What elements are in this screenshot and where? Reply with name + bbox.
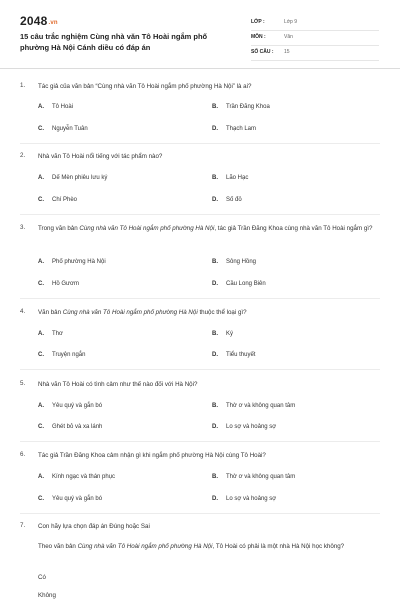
option-text: Thạch Lam bbox=[226, 126, 257, 132]
quiz-title: 15 câu trắc nghiệm Cùng nhà văn Tô Hoài ngắm phố phường Hà Nội Cánh diều có đáp án bbox=[20, 32, 208, 52]
meta-value: Lớp 9 bbox=[284, 19, 298, 25]
meta-row-subject bbox=[251, 31, 379, 46]
option-d[interactable] bbox=[212, 197, 242, 203]
question-text-italic: Cùng nhà văn Tô Hoài ngắm phố phường Hà Nội bbox=[79, 225, 215, 232]
logo-suffix: .vn bbox=[48, 20, 58, 26]
option-text: Kính ngạc và thán phục bbox=[52, 474, 116, 480]
question-text-part: Văn bản bbox=[38, 309, 63, 316]
option-text: Ghét bỏ và xa lánh bbox=[52, 424, 103, 430]
sub-question-italic: Cùng nhà văn Tô Hoài ngắm phố phường Hà Nội bbox=[77, 543, 213, 550]
question-text bbox=[38, 224, 374, 235]
option-text: Cầu Long Biên bbox=[226, 281, 266, 287]
meta-value: 15 bbox=[284, 49, 290, 55]
answer-false[interactable]: Không bbox=[38, 592, 56, 599]
option-c[interactable] bbox=[38, 126, 88, 132]
option-letter: B. bbox=[212, 259, 218, 265]
option-text: Sông Hồng bbox=[226, 259, 257, 265]
question-divider bbox=[20, 214, 380, 215]
option-text: Chí Phèo bbox=[52, 197, 78, 203]
option-d[interactable] bbox=[212, 424, 276, 430]
site-logo[interactable] bbox=[20, 14, 58, 28]
sub-question-part: Theo văn bản bbox=[38, 543, 78, 550]
option-letter: C. bbox=[38, 197, 44, 203]
question-text-part: Con hãy lựa chọn đáp án Đúng hoặc Sai bbox=[38, 523, 150, 530]
option-text: Tiểu thuyết bbox=[226, 352, 256, 358]
option-letter: C. bbox=[38, 126, 44, 132]
sub-question-text bbox=[38, 542, 368, 553]
option-c[interactable] bbox=[38, 281, 79, 287]
option-a[interactable] bbox=[38, 175, 107, 181]
option-text: Nguyễn Tuân bbox=[52, 126, 88, 132]
option-c[interactable] bbox=[38, 496, 102, 502]
option-text: Phố phường Hà Nội bbox=[52, 259, 106, 265]
option-b[interactable] bbox=[212, 259, 256, 265]
option-b[interactable] bbox=[212, 331, 233, 337]
option-b[interactable] bbox=[212, 175, 248, 181]
page-header bbox=[0, 0, 400, 66]
option-text: Yêu quý và gắn bó bbox=[52, 496, 103, 502]
question-text-part: , tác giả Trần Đăng Khoa cùng nhà văn Tô Hoài ngắm gì? bbox=[214, 225, 373, 232]
question-divider bbox=[20, 298, 380, 299]
question-divider bbox=[20, 369, 380, 370]
question-text bbox=[38, 308, 374, 319]
option-c[interactable] bbox=[38, 197, 77, 203]
option-letter: D. bbox=[212, 424, 218, 430]
option-letter: A. bbox=[38, 474, 44, 480]
question-text bbox=[38, 451, 374, 462]
option-d[interactable] bbox=[212, 126, 256, 132]
question-text bbox=[38, 152, 374, 163]
option-letter: D. bbox=[212, 197, 218, 203]
sub-question-part: , Tô Hoài có phải là một nhà Hà Nội học không? bbox=[212, 543, 345, 550]
option-b[interactable] bbox=[212, 474, 295, 480]
question-number: 2. bbox=[20, 152, 26, 159]
question-text-part: Tác giả của văn bản “Cùng nhà văn Tô Hoài ngắm phố phường Hà Nội” là ai? bbox=[38, 83, 252, 90]
question-text bbox=[38, 82, 374, 93]
option-text: Yêu quý và gắn bó bbox=[52, 403, 103, 409]
meta-row-class bbox=[251, 16, 379, 31]
option-text: Lo sợ và hoảng sợ bbox=[226, 424, 277, 430]
option-text: Trần Đăng Khoa bbox=[226, 104, 270, 110]
option-d[interactable] bbox=[212, 281, 266, 287]
option-b[interactable] bbox=[212, 104, 270, 110]
question-text-part: Tác giả Trần Đăng Khoa cảm nhận gì khi ngắm phố phường Hà Nội cùng Tô Hoài? bbox=[38, 452, 266, 459]
option-text: Thờ ơ và không quan tâm bbox=[226, 474, 296, 480]
question-text-part: Trong văn bản bbox=[38, 225, 80, 232]
option-letter: A. bbox=[38, 403, 44, 409]
option-a[interactable] bbox=[38, 104, 73, 110]
meta-label: SỐ CÂU : bbox=[251, 49, 274, 55]
option-a[interactable] bbox=[38, 331, 63, 337]
option-text: Hồ Gươm bbox=[52, 281, 79, 287]
option-letter: A. bbox=[38, 175, 44, 181]
option-text: Thơ bbox=[52, 331, 63, 337]
question-text-part: Nhà văn Tô Hoài có tình cảm như thế nào đối với Hà Nội? bbox=[38, 381, 198, 388]
option-letter: B. bbox=[212, 104, 218, 110]
question-text bbox=[38, 380, 374, 391]
option-text: Tô Hoài bbox=[52, 104, 74, 110]
option-text: Số đỏ bbox=[226, 197, 242, 203]
option-letter: B. bbox=[212, 331, 218, 337]
question-text-part: Nhà văn Tô Hoài nổi tiếng với tác phẩm nào? bbox=[38, 153, 163, 160]
question-number: 3. bbox=[20, 224, 26, 231]
option-letter: A. bbox=[38, 104, 44, 110]
option-letter: B. bbox=[212, 474, 218, 480]
question-divider bbox=[20, 513, 380, 514]
option-text: Ký bbox=[226, 331, 234, 337]
question-number: 4. bbox=[20, 308, 26, 315]
option-letter: A. bbox=[38, 331, 44, 337]
question-text bbox=[38, 522, 374, 533]
question-number: 5. bbox=[20, 380, 26, 387]
option-letter: C. bbox=[38, 281, 44, 287]
option-letter: C. bbox=[38, 352, 44, 358]
option-text: Lão Hạc bbox=[226, 175, 249, 181]
option-a[interactable] bbox=[38, 259, 106, 265]
option-letter: D. bbox=[212, 126, 218, 132]
option-a[interactable] bbox=[38, 474, 115, 480]
question-divider bbox=[20, 441, 380, 442]
option-b[interactable] bbox=[212, 403, 295, 409]
option-text: Truyện ngắn bbox=[52, 352, 86, 358]
option-text: Thờ ơ và không quan tâm bbox=[226, 403, 296, 409]
answer-true[interactable]: Có bbox=[38, 574, 46, 581]
option-letter: C. bbox=[38, 496, 44, 502]
option-d[interactable] bbox=[212, 352, 255, 358]
option-letter: D. bbox=[212, 352, 218, 358]
option-letter: B. bbox=[212, 175, 218, 181]
quiz-meta bbox=[251, 16, 379, 61]
meta-label: LỚP : bbox=[251, 19, 265, 25]
option-letter: D. bbox=[212, 281, 218, 287]
header-divider bbox=[0, 68, 400, 69]
option-letter: A. bbox=[38, 259, 44, 265]
meta-value: Văn bbox=[284, 34, 293, 40]
option-a[interactable] bbox=[38, 403, 102, 409]
question-text-part: thuộc thể loại gì? bbox=[197, 309, 247, 316]
logo-text: 2048 bbox=[20, 14, 48, 28]
question-number: 1. bbox=[20, 82, 26, 89]
option-text: Dế Mèn phiêu lưu ký bbox=[52, 175, 108, 181]
question-number: 7. bbox=[20, 522, 26, 529]
question-number: 6. bbox=[20, 451, 26, 458]
meta-label: MÔN : bbox=[251, 34, 266, 40]
question-divider bbox=[20, 143, 380, 144]
option-letter: B. bbox=[212, 403, 218, 409]
option-c[interactable] bbox=[38, 352, 85, 358]
option-d[interactable] bbox=[212, 496, 276, 502]
option-c[interactable] bbox=[38, 424, 102, 430]
option-letter: D. bbox=[212, 496, 218, 502]
meta-row-count bbox=[251, 46, 379, 61]
option-letter: C. bbox=[38, 424, 44, 430]
question-text-italic: Cùng nhà văn Tô Hoài ngắm phố phường Hà Nội bbox=[62, 309, 198, 316]
option-text: Lo sợ và hoảng sợ bbox=[226, 496, 277, 502]
